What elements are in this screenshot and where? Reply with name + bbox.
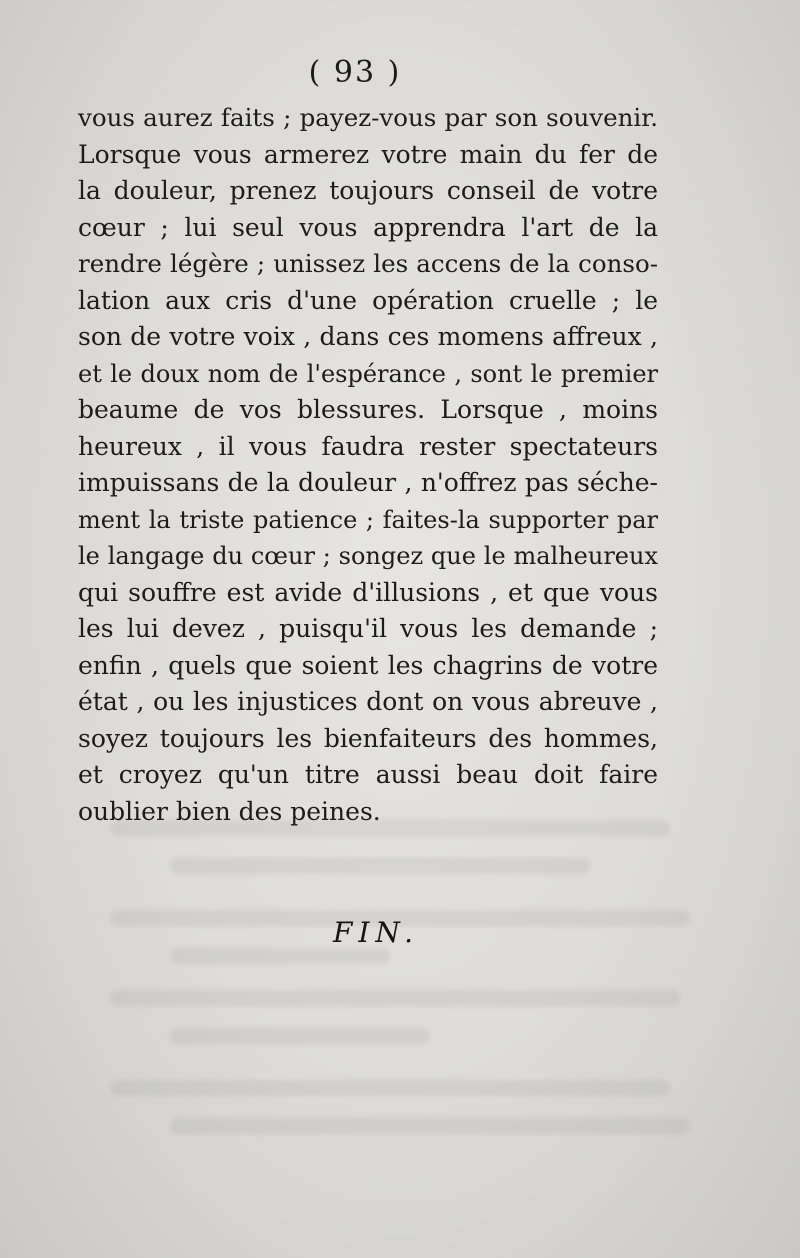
text-line: rendre légère ; unissez les accens de la conso-	[78, 249, 658, 278]
page-number: ( 93 )	[308, 55, 402, 90]
text-line: la douleur, prenez toujours conseil de votre	[78, 176, 658, 205]
text-line: cœur ; lui seul vous apprendra l'art de la	[78, 212, 658, 242]
text-line: état , ou les injustices dont on vous abreuve ,	[78, 687, 658, 716]
text-line: le langage du cœur ; songez que le malheureux	[78, 542, 658, 570]
text-line: son de votre voix , dans ces momens affreux ,	[78, 322, 658, 351]
body-text	[78, 100, 658, 830]
text-line: et le doux nom de l'espérance , sont le premier	[78, 359, 658, 388]
text-line: enfin , quels que soient les chagrins de votre	[78, 650, 658, 680]
text-line: les lui devez , puisqu'il vous les demande ;	[78, 614, 658, 643]
text-line: lation aux cris d'une opération cruelle ; le	[78, 285, 658, 315]
bleed-through	[110, 790, 690, 1170]
text-line: heureux , il vous faudra rester spectateurs	[78, 431, 658, 461]
text-line: oublier bien des peines.	[78, 796, 381, 826]
text-line: beaume de vos blessures. Lorsque , moins	[78, 395, 658, 424]
end-mark: FIN.	[332, 916, 420, 949]
text-line: et croyez qu'un titre aussi beau doit faire	[78, 760, 658, 789]
text-line: qui souffre est avide d'illusions , et que vous	[78, 577, 658, 607]
text-line: ment la triste patience ; faites-la supporter par	[78, 505, 658, 534]
text-line: vous aurez faits ; payez-vous par son souvenir.	[78, 103, 658, 132]
text-line: soyez toujours les bienfaiteurs des hommes,	[78, 723, 658, 753]
text-line: impuissans de la douleur , n'offrez pas séche-	[78, 468, 658, 497]
text-line: Lorsque vous armerez votre main du fer de	[78, 139, 658, 169]
